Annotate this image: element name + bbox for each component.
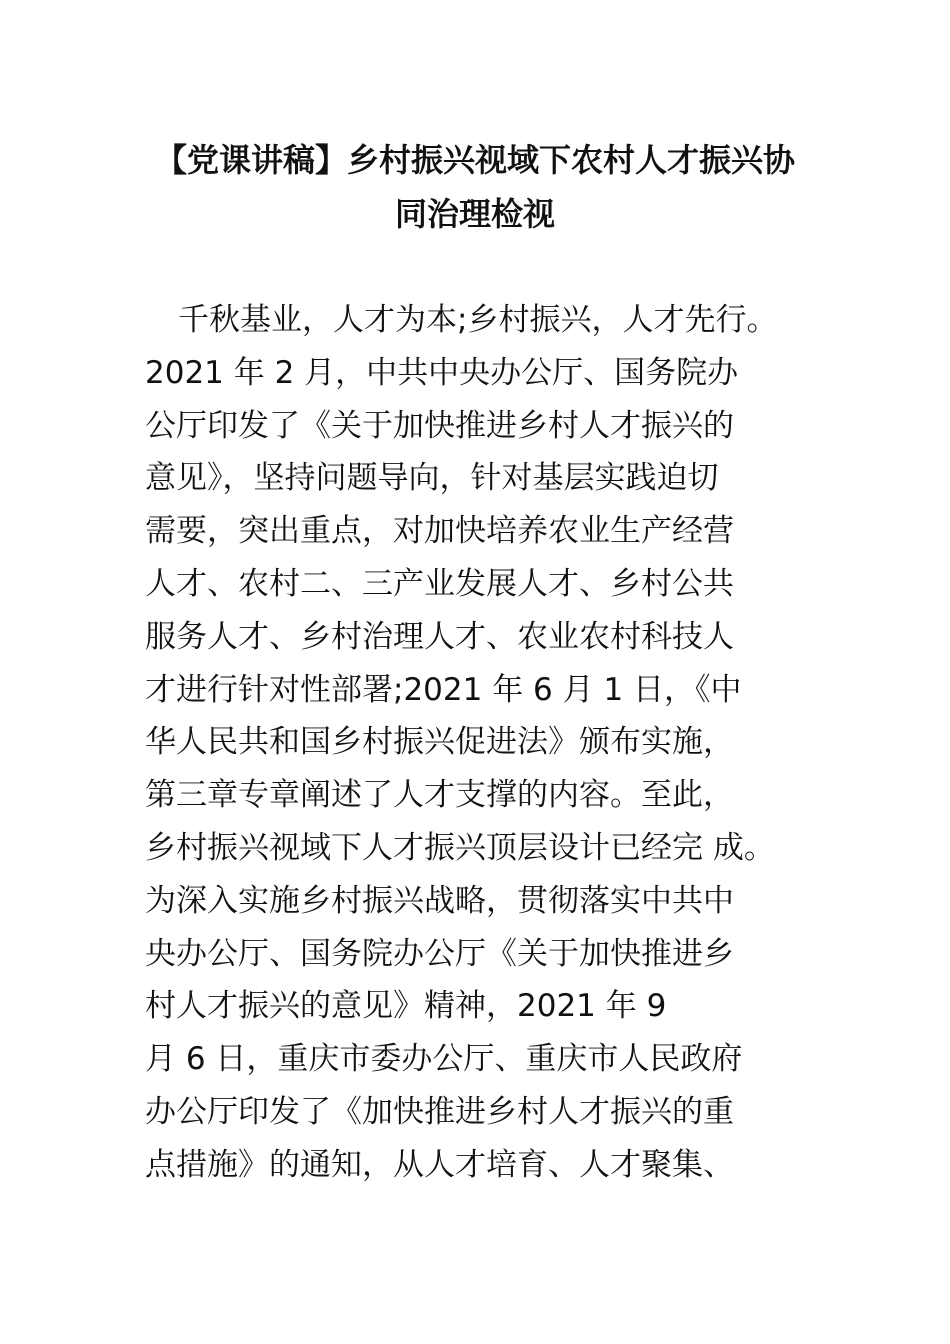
title-line-2: 同治理检视 — [394, 195, 555, 233]
body-paragraph — [145, 294, 845, 1192]
body-line: 第三章专章阐述了人才支撑的内容。至此， — [145, 777, 734, 814]
body-line: 人才、农村二、三产业发展人才、乡村公共 — [145, 565, 734, 602]
body-line: 意见》，坚持问题导向，针对基层实践迫切 — [145, 460, 719, 497]
body-line: 办公厅印发了《加快推进乡村人才振兴的重 — [145, 1093, 734, 1130]
body-line: 月 6 日，重庆市委办公厅、重庆市人民政府 — [145, 1041, 743, 1078]
body-line: 才进行针对性部署;2021 年 6 月 1 日，《中 — [145, 671, 742, 708]
page-title — [130, 133, 820, 241]
title-line-1: 【党课讲稿】乡村振兴视域下农村人才振兴协 — [154, 141, 795, 179]
body-line: 公厅印发了《关于加快推进乡村人才振兴的 — [145, 407, 734, 444]
body-line: 村人才振兴的意见》精神，2021 年 9 — [145, 988, 667, 1025]
body-line: 千秋基业，人才为本;乡村振兴，人才先行。 — [178, 302, 778, 338]
body-line: 乡村振兴视域下人才振兴顶层设计已经完 成。 — [145, 829, 775, 866]
body-line: 央办公厅、国务院办公厅《关于加快推进乡 — [145, 935, 734, 972]
body-line: 为深入实施乡村振兴战略，贯彻落实中共中 — [145, 882, 734, 919]
body-line: 服务人才、乡村治理人才、农业农村科技人 — [145, 618, 734, 655]
body-line: 需要，突出重点，对加快培养农业生产经营 — [145, 513, 734, 550]
body-line: 华人民共和国乡村振兴促进法》颁布实施， — [145, 724, 734, 761]
body-line: 2021 年 2 月，中共中央办公厅、国务院办 — [145, 354, 739, 391]
body-line: 点措施》的通知，从人才培育、人才聚集、 — [145, 1146, 734, 1183]
